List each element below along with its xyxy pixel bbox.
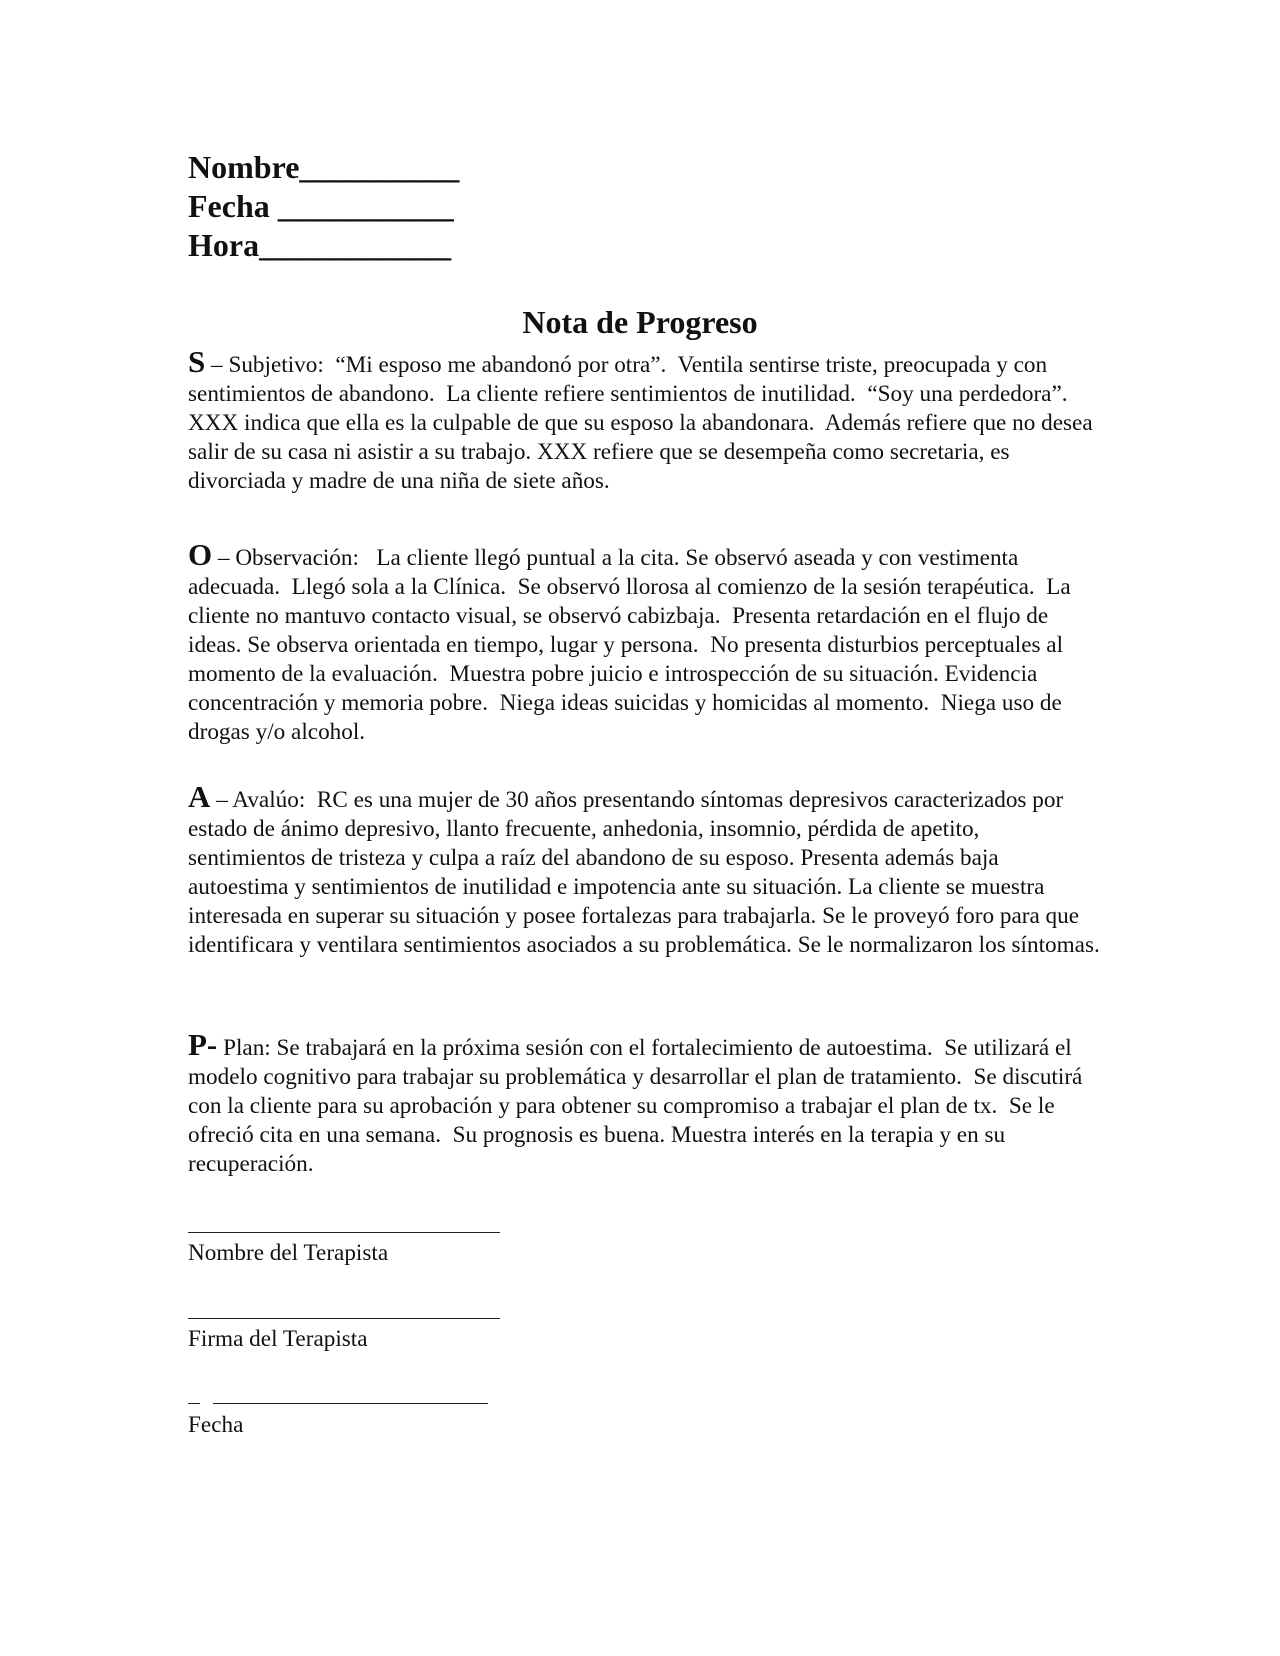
- therapist-signature-line: [188, 1316, 500, 1319]
- therapist-name-line: [188, 1230, 500, 1233]
- name-field-label: Nombre: [188, 149, 300, 185]
- signature-date-block: [188, 1403, 500, 1440]
- therapist-name-label: Nombre del Terapista: [188, 1240, 389, 1266]
- section-subjective: [188, 344, 1100, 496]
- name-field: [188, 148, 459, 187]
- section-heading-s: – Subjetivo:: [205, 352, 324, 378]
- section-letter-s: S: [188, 344, 206, 379]
- document-title: Nota de Progreso: [522, 304, 758, 340]
- date-field-label: Fecha: [188, 188, 278, 224]
- date-field: [188, 187, 459, 226]
- header-fields: [188, 148, 459, 265]
- section-body-s: “Mi esposo me abandonó por otra”. Ventila sentirse triste, preocupada y con sentimientos de abandono. La cliente refiere sentimientos de inutilidad. “Soy una perdedora”. XXX indica que ella es la culpable de que su esposo la abandonara. Además refiere que no desea salir de su casa ni asistir a su trabajo. XXX refiere que se desempeña como secretaria, es divorciada y madre de una niña de siete años.: [188, 352, 1099, 494]
- section-body-p: Se trabajará en la próxima sesión con el fortalecimiento de autoestima. Se utilizará el modelo cognitivo para trabajar su problemática y desarrollar el plan de tratamiento. Se discutirá con la cliente para su aprobación y para obtener su compromiso a trabajar el plan de tx. Se le ofreció cita en una semana. Su prognosis es buena. Muestra interés en la terapia y en su recuperación.: [188, 1035, 1089, 1177]
- section-heading-a: – Avalúo:: [210, 787, 306, 813]
- time-field-blank: ____________: [259, 227, 452, 263]
- section-body-o: La cliente llegó puntual a la cita. Se observó aseada y con vestimenta adecuada. Llegó sola a la Clínica. Se observó llorosa al comienzo de la sesión terapéutica. La cliente no mantuvo contacto visual, se observó cabizbaja. Presenta retardación en el flujo de ideas. Se observa orientada en tiempo, lugar y persona. No presenta disturbios perceptuales al momento de la evaluación. Muestra pobre juicio e introspección de su situación. Evidencia concentración y memoria pobre. Niega ideas suicidas y homicidas al momento. Niega uso de drogas y/o alcohol.: [188, 545, 1077, 745]
- therapist-signature-block: [188, 1316, 500, 1354]
- name-field-blank: __________: [299, 149, 460, 185]
- signature-date-line: [188, 1403, 500, 1405]
- time-field: [188, 226, 459, 265]
- date-field-blank: ___________: [277, 188, 454, 224]
- signature-date-label: Fecha: [188, 1412, 244, 1438]
- therapist-signature-label: Firma del Terapista: [188, 1326, 368, 1352]
- section-assessment: [188, 779, 1100, 960]
- time-field-label: Hora: [188, 227, 260, 263]
- section-plan: [188, 1027, 1100, 1179]
- section-observation: [188, 537, 1100, 747]
- section-letter-o: O: [188, 537, 213, 572]
- section-letter-p: P-: [188, 1027, 218, 1062]
- section-heading-p: Plan:: [217, 1035, 271, 1061]
- section-letter-a: A: [188, 779, 211, 814]
- section-heading-o: – Observación:: [212, 545, 359, 571]
- therapist-name-block: [188, 1230, 500, 1268]
- section-body-a: RC es una mujer de 30 años presentando síntomas depresivos caracterizados por estado de ánimo depresivo, llanto frecuente, anhedonia, insomnio, pérdida de apetito, sentimientos de tristeza y culpa a raíz del abandono de su esposo. Presenta además baja autoestima y sentimientos de inutilidad e impotencia ante su situación. La cliente se muestra interesada en superar su situación y posee fortalezas para trabajarla. Se le proveyó foro para que identificara y ventilara sentimientos asociados a su problemática. Se le normalizaron los síntomas.: [188, 787, 1100, 958]
